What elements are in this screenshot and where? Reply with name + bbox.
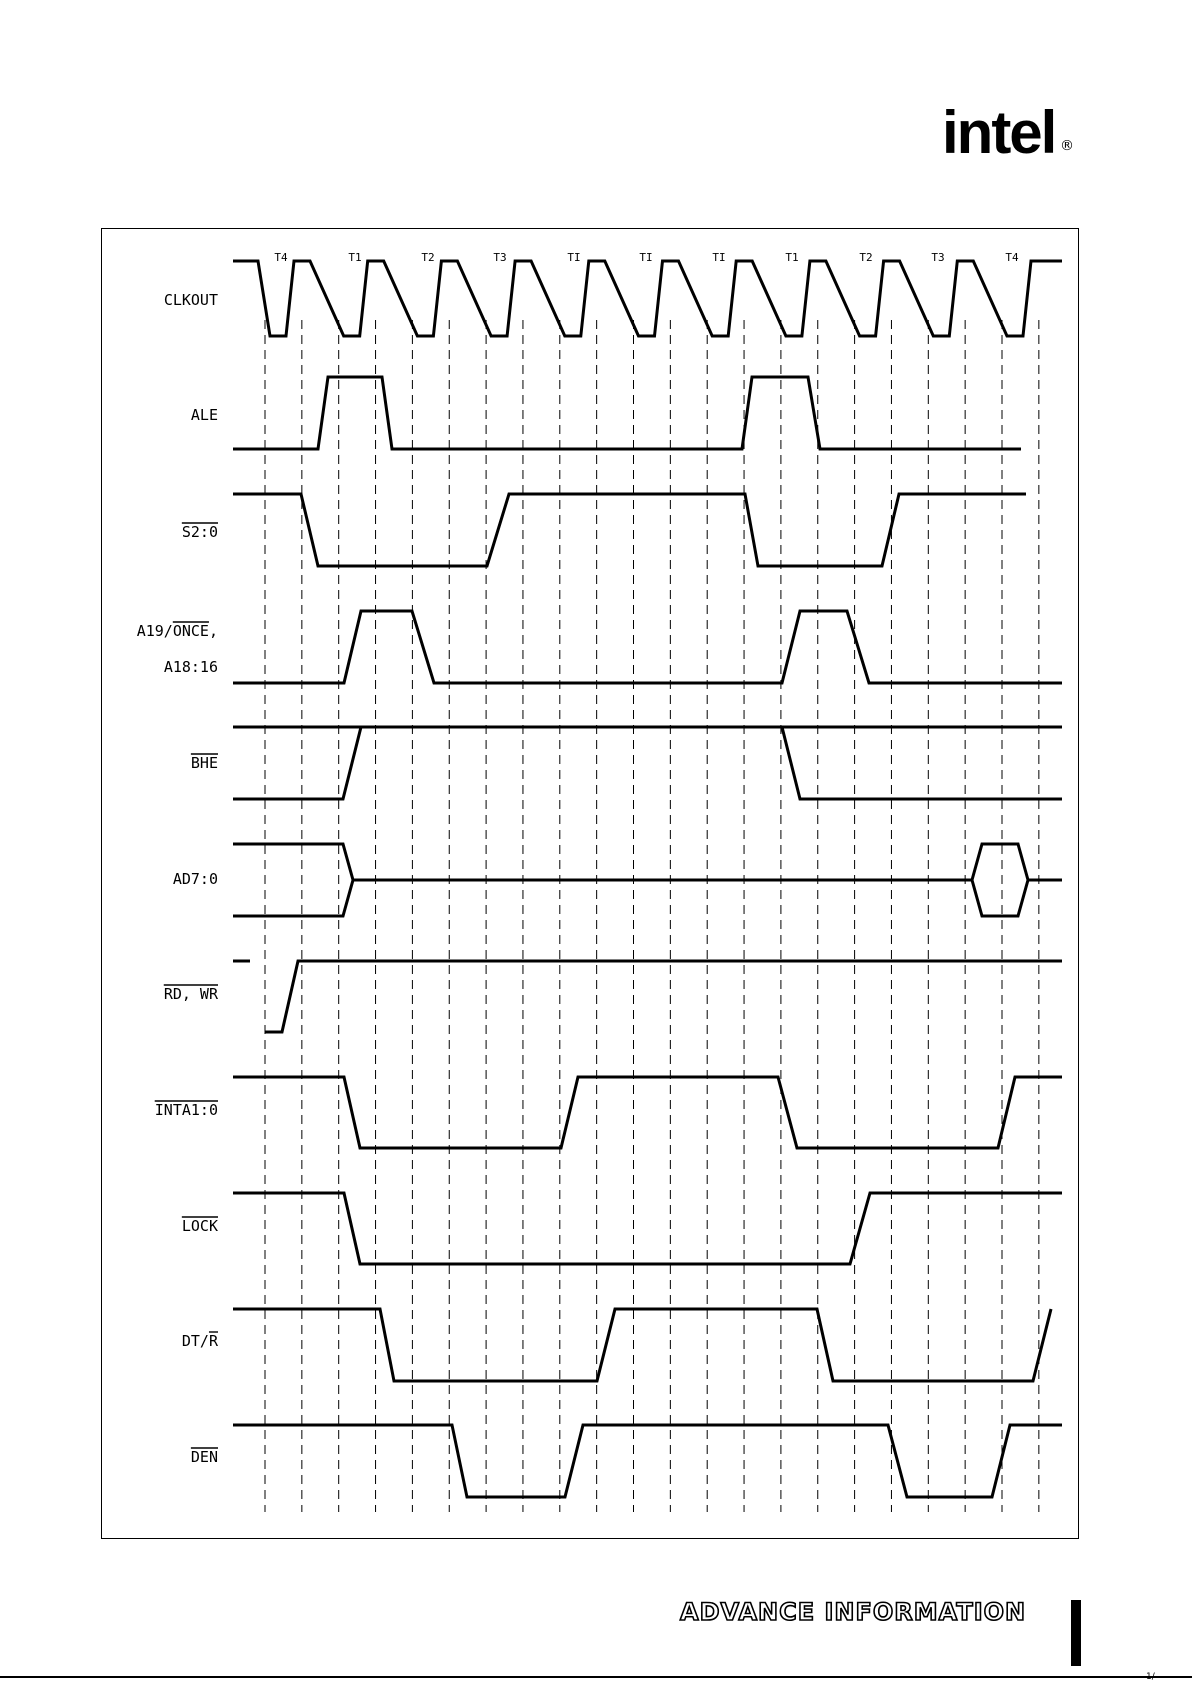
state-label-t1: T1 <box>348 251 362 264</box>
logo-wordmark: intel <box>942 99 1056 166</box>
signal-label-dt-r <box>182 1332 219 1350</box>
lock-waveform <box>233 1193 1062 1264</box>
signal-label-lock <box>182 1217 218 1235</box>
bhe-rise-edge <box>233 727 361 799</box>
bottom-rule <box>0 1676 1192 1678</box>
signal-label-s2-0 <box>182 523 218 541</box>
signal-label-ale <box>191 406 218 424</box>
bhe-fall-edge <box>782 727 1062 799</box>
signal-label-text-line2: A18:16 <box>163 658 218 676</box>
s2-0-waveform <box>233 494 1026 566</box>
signal-label-text: S2:0 <box>181 523 218 541</box>
signal-label-text: BHE <box>190 754 218 772</box>
signal-label-inta1-0 <box>155 1101 218 1119</box>
state-label-ti: TI <box>712 251 726 264</box>
state-label-t3: T3 <box>931 251 945 264</box>
advance-information-banner: ADVANCE INFORMATION <box>680 1598 1027 1626</box>
page-mark: 1/ <box>1146 1672 1155 1682</box>
registered-mark: ® <box>1060 138 1074 154</box>
signal-label-rd-wr <box>164 985 219 1003</box>
signal-label-text: ALE <box>190 406 218 424</box>
signal-label-text: DEN <box>190 1448 218 1466</box>
rd-wr-waveform <box>265 961 1062 1032</box>
ad7-0-data-diamond <box>972 844 1028 916</box>
state-label-t3: T3 <box>493 251 507 264</box>
state-label-t4: T4 <box>274 251 288 264</box>
ad7-0-bus-left <box>233 844 353 916</box>
signal-label-text: DT/R <box>181 1332 218 1350</box>
signal-label-a19-once <box>137 622 218 676</box>
state-label-t2: T2 <box>859 251 873 264</box>
page-edge-bar <box>1071 1600 1081 1666</box>
state-label-ti: TI <box>567 251 581 264</box>
inta1-0-waveform <box>233 1077 1062 1148</box>
signal-label-text: CLKOUT <box>163 291 218 309</box>
signal-label-text: INTA1:0 <box>154 1101 218 1119</box>
state-label-t4: T4 <box>1005 251 1019 264</box>
signal-label-den <box>191 1448 218 1466</box>
state-label-t2: T2 <box>421 251 435 264</box>
signal-label-text: AD7:0 <box>172 870 218 888</box>
signal-label-clkout <box>164 291 218 309</box>
signal-label-ad7-0 <box>173 870 218 888</box>
signal-label-bhe <box>191 754 218 772</box>
clkout-waveform <box>233 261 1062 336</box>
state-label-t1: T1 <box>785 251 799 264</box>
a19-once-waveform <box>233 611 1062 683</box>
signal-label-text: RD, WR <box>163 985 218 1003</box>
signal-label-text: LOCK <box>181 1217 218 1235</box>
den-waveform <box>233 1425 1062 1497</box>
state-label-ti: TI <box>639 251 653 264</box>
signal-label-text: A19/ONCE, <box>136 622 218 640</box>
ale-waveform <box>233 377 1021 449</box>
